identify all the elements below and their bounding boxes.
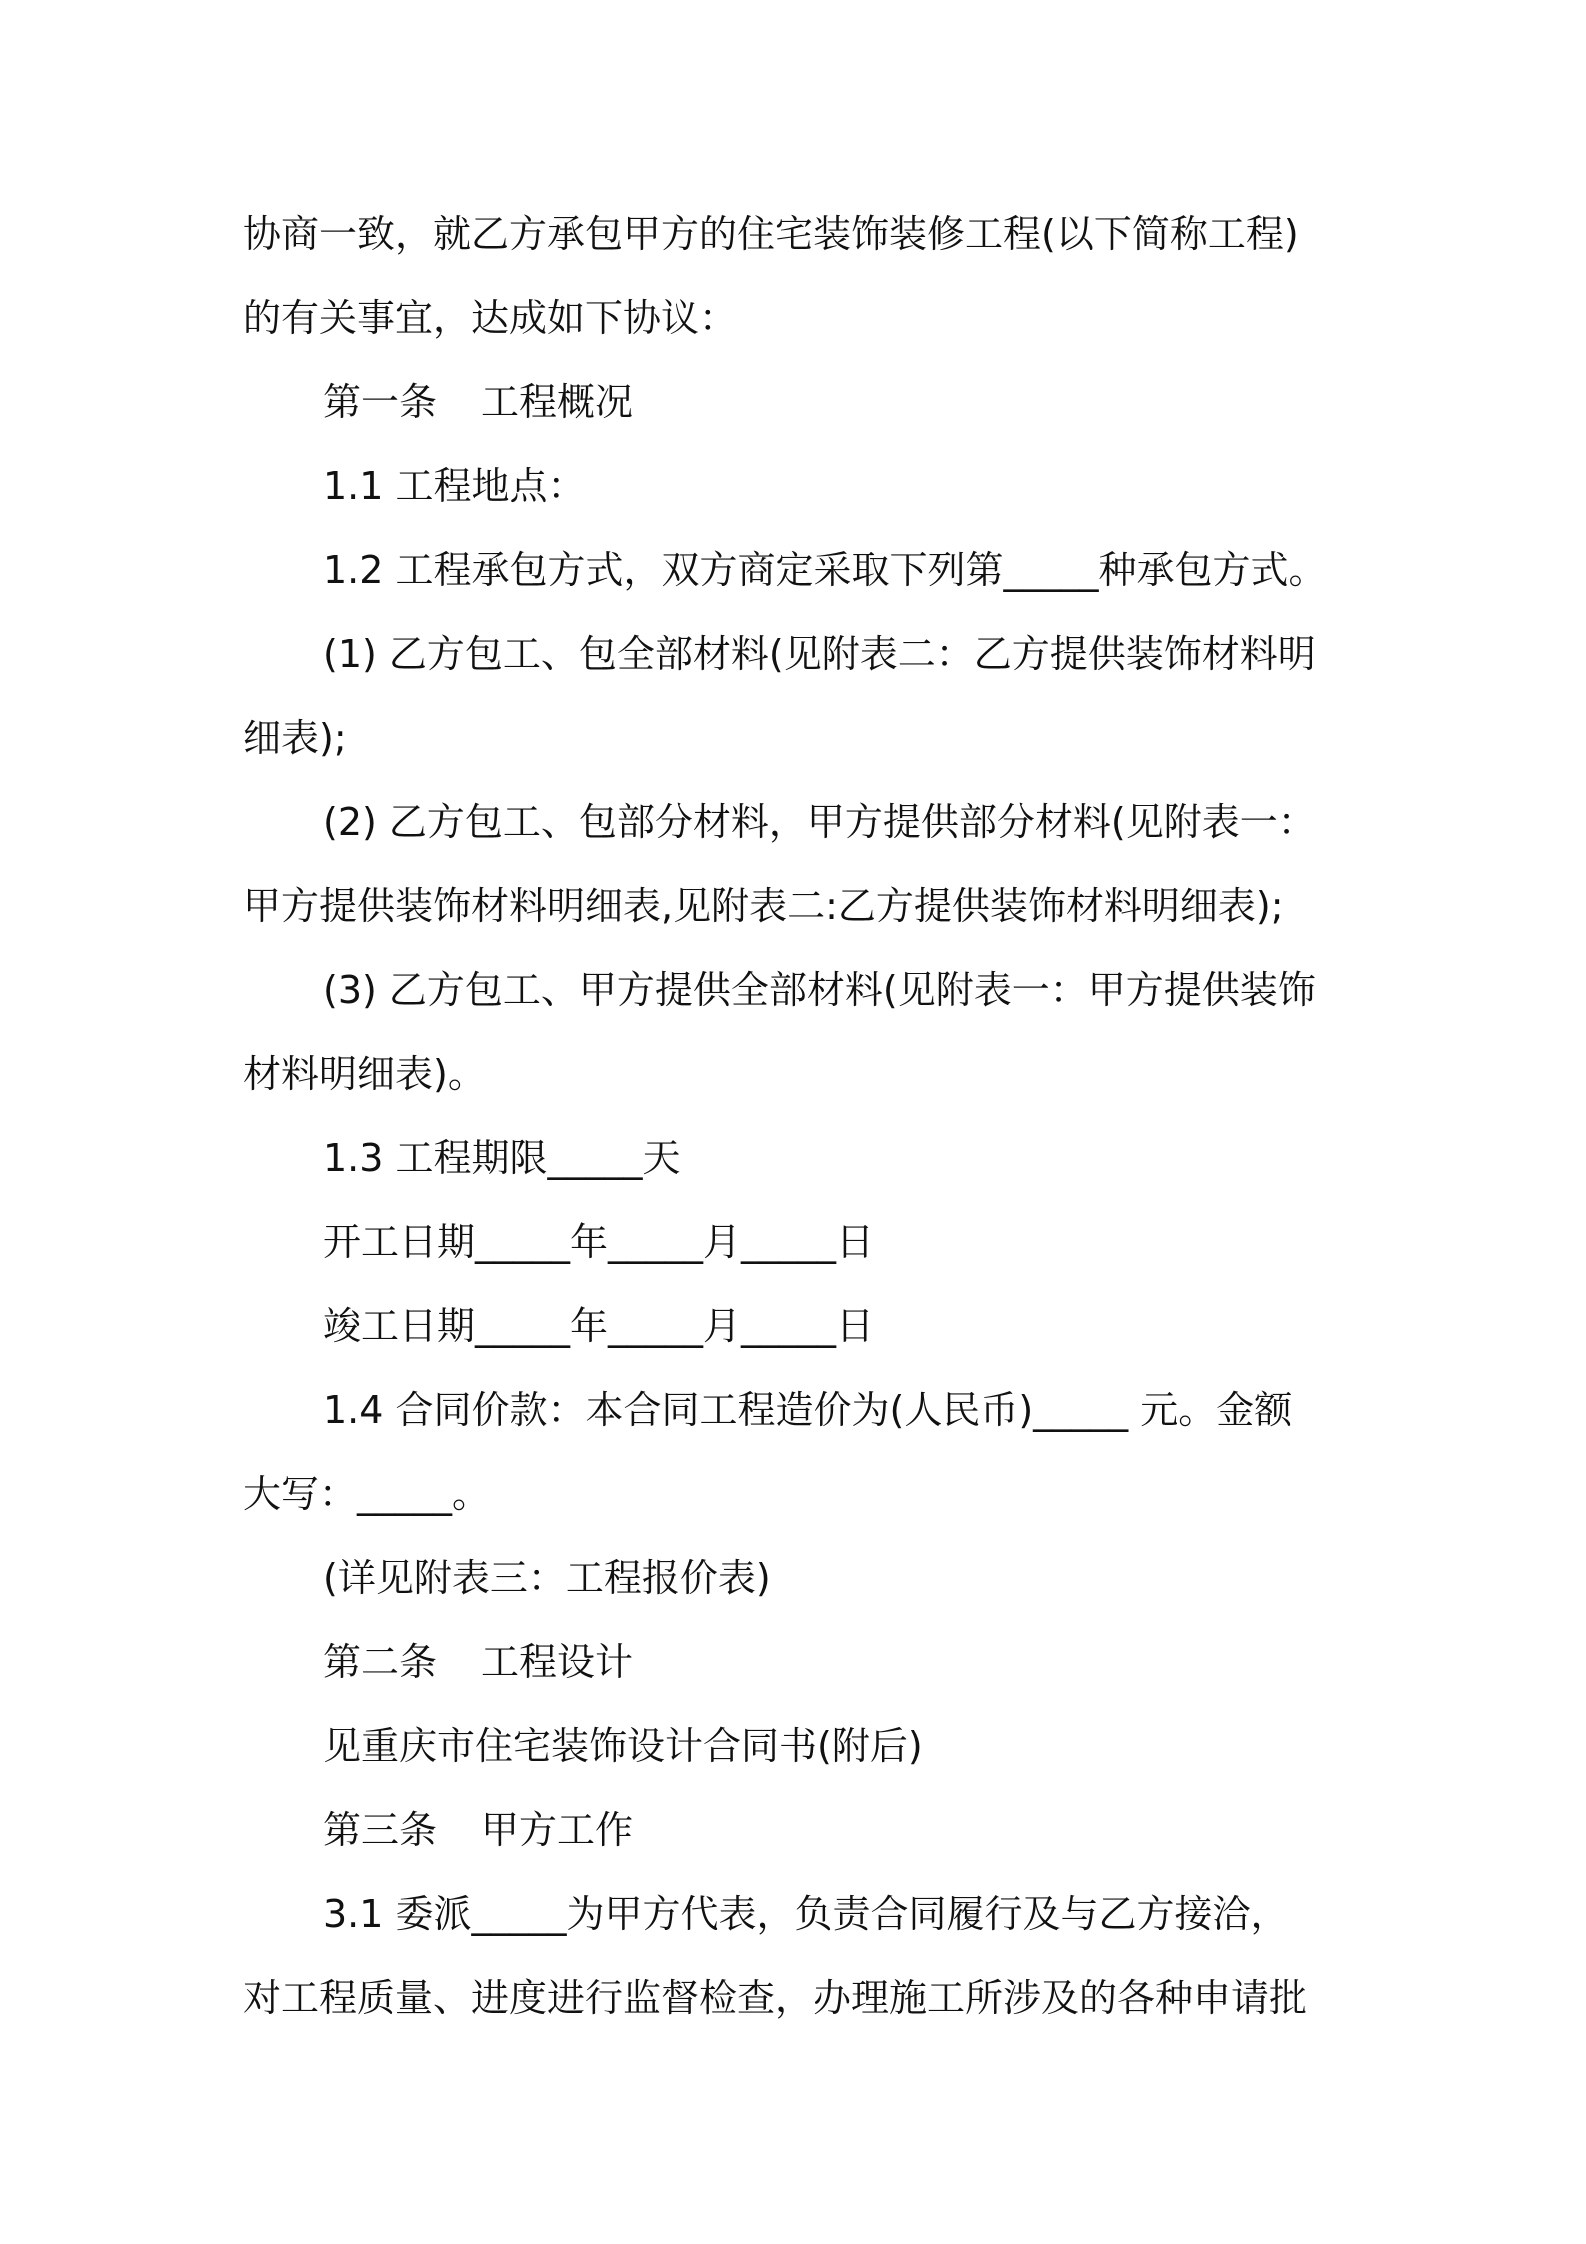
article-number: 第三条: [323, 1808, 438, 1852]
article-heading-1: [243, 360, 1363, 444]
article-title: 工程概况: [481, 380, 634, 424]
option-2-line-2: 甲方提供装饰材料明细表,见附表二:乙方提供装饰材料明细表);: [243, 884, 1284, 928]
start-date-line: 开工日期_____年_____月_____日: [323, 1220, 875, 1264]
option-1-line-1: (1) 乙方包工、包全部材料(见附表二：乙方提供装饰材料明: [323, 632, 1316, 676]
appendix-note: (详见附表三：工程报价表): [323, 1556, 771, 1600]
clause-1-4-line-2: 大写：_____。: [243, 1472, 491, 1516]
clause-3-1-line-1: 3.1 委派_____为甲方代表，负责合同履行及与乙方接洽，: [323, 1892, 1289, 1936]
contract-text: [243, 192, 1363, 2040]
article-heading-3: [243, 1788, 1363, 1872]
option-2-line-1: (2) 乙方包工、包部分材料，甲方提供部分材料(见附表一：: [323, 800, 1316, 844]
article-number: 第二条: [323, 1640, 438, 1684]
completion-date-line: 竣工日期_____年_____月_____日: [323, 1304, 875, 1348]
clause-3-1-line-2: 对工程质量、进度进行监督检查，办理施工所涉及的各种申请批: [243, 1976, 1308, 2020]
design-contract-note: 见重庆市住宅装饰设计合同书(附后): [323, 1724, 923, 1768]
option-3-line-1: (3) 乙方包工、甲方提供全部材料(见附表一：甲方提供装饰: [323, 968, 1316, 1012]
paragraph-line-2: 的有关事宜，达成如下协议：: [243, 296, 738, 340]
clause-1-2: 1.2 工程承包方式，双方商定采取下列第_____种承包方式。: [323, 548, 1327, 592]
option-3-line-2: 材料明细表)。: [243, 1052, 486, 1096]
article-title: 工程设计: [481, 1640, 634, 1684]
clause-1-3: 1.3 工程期限_____天: [323, 1136, 681, 1180]
paragraph-line-1: 协商一致，就乙方承包甲方的住宅装饰装修工程(以下简称工程): [243, 212, 1299, 256]
article-heading-2: [243, 1620, 1363, 1704]
option-1-line-2: 细表);: [243, 716, 347, 760]
clause-1-1: 1.1 工程地点：: [323, 464, 586, 508]
article-number: 第一条: [323, 380, 438, 424]
article-title: 甲方工作: [481, 1808, 634, 1852]
clause-1-4-line-1: 1.4 合同价款：本合同工程造价为(人民币)_____ 元。金额: [323, 1388, 1293, 1432]
